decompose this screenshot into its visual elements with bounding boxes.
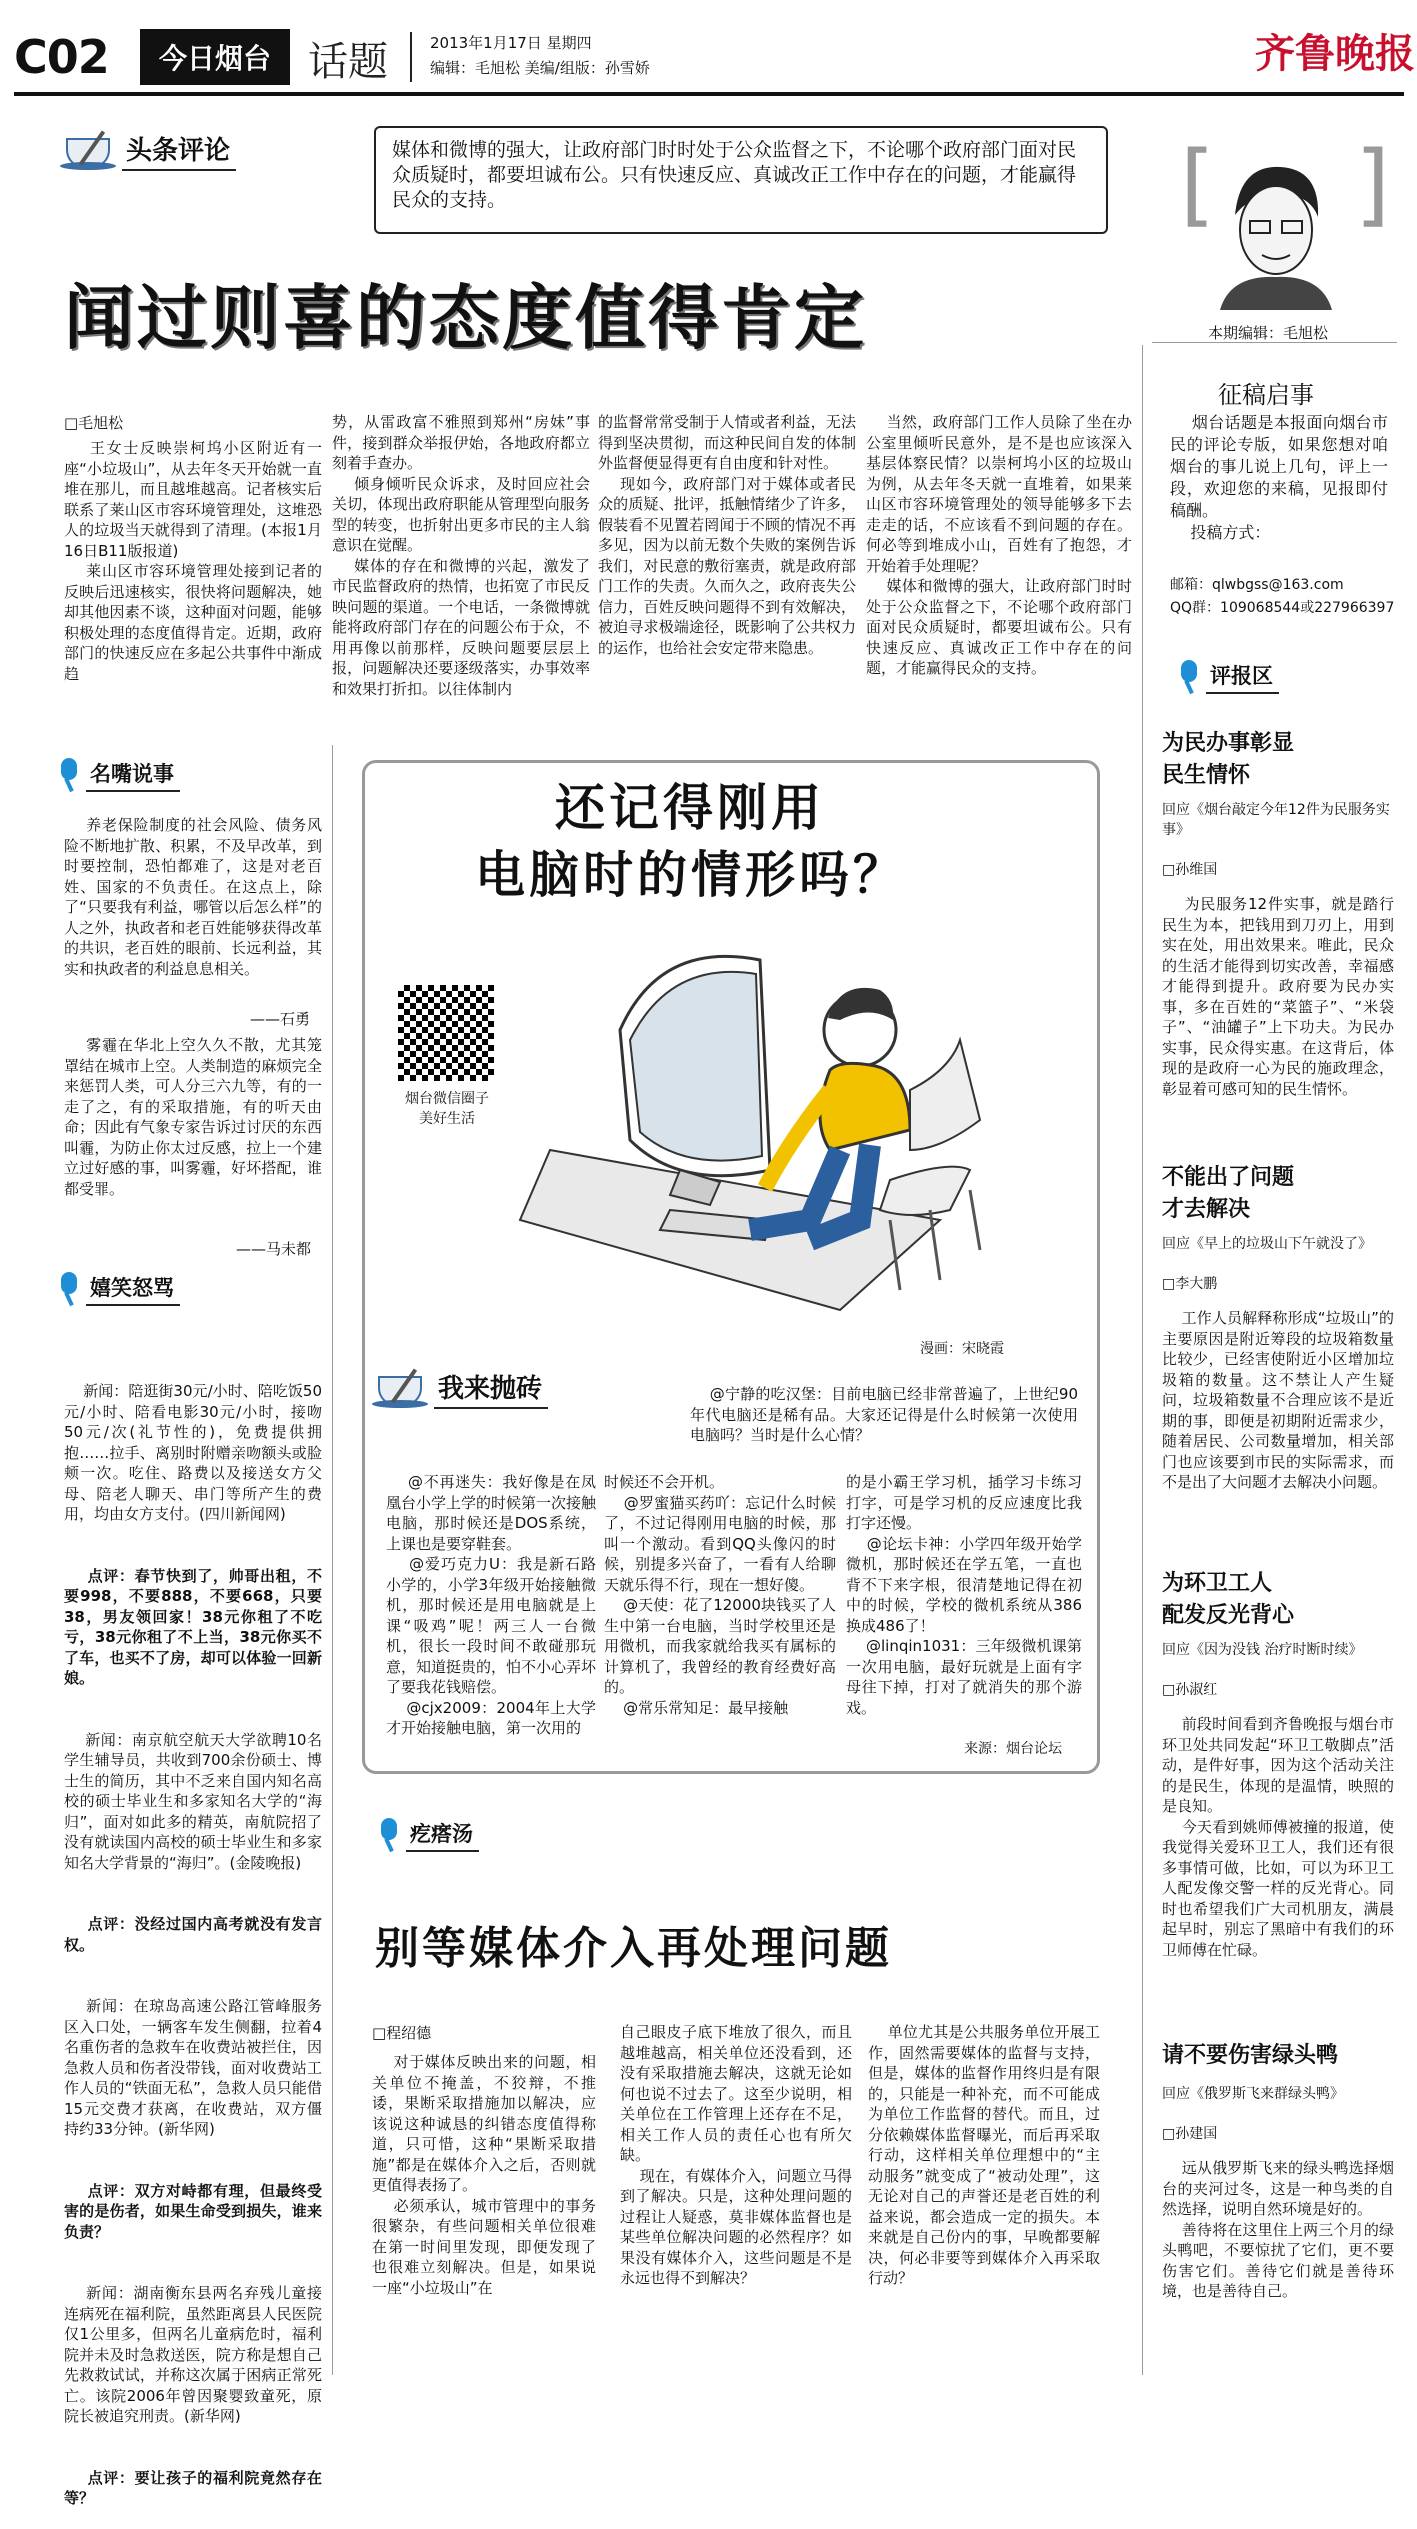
xixiao-comment-4: 点评：要让孩子的福利院竟然存在等？ bbox=[64, 2468, 322, 2507]
pingbao-item-body: 前段时间看到齐鲁晚报与烟台市环卫处共同发起“环卫工敬脚点”活动，是件好事，因为这个活动关注的是民生，体现的是温情，映照的是良知。 今天看到姚师傅被撞的报道，使我觉得关爱环卫工人，我们还有很多事情可做，比如，可以为环卫工人配发像交警一样的反光背心。同时也希望我们广大司机朋友，满晨起早时，别忘了黑暗中有我们的环卫师傅在忙碌。 bbox=[1162, 1715, 1394, 1959]
lead-column-1: 王女士反映崇柯坞小区附近有一座“小垃圾山”，从去年冬天开始就一直堆在那儿，而且越堆越高。记者核实后联系了莱山区市容环境管理处，这堆恐人的垃圾当天就得到了清理。(本报1月16日B11版报道) 莱山区市容环境管理处接到记者的反映后迅速核实，很快将问题解决，她却其他因素不谈，这种面对问题，能够积极处理的态度值得肯定。近期，政府部门的快速反应在多起公共事件中渐成趋 bbox=[64, 439, 322, 683]
sidebar-divider bbox=[1142, 345, 1143, 2375]
bottom-headline: 别等媒体介入再处理问题 bbox=[375, 1923, 892, 1974]
pingbao-item-title-2: 民生情怀 bbox=[1162, 763, 1251, 788]
bottom-column-1: 对于媒体反映出来的问题，相关单位不掩盖，不狡辩，不推诿，果断采取措施加以解决，应该说这种诚恳的纠错态度值得称道，只可惜，这种“果断采取措施”都是在媒体介入之后，否则就更值得表扬了。 必须承认，城市管理中的事务很繁杂，有些问题相关单位很难在第一时间里发现，即便发现了也很难立刻解决。但是，如果说一座“小垃圾山”在 bbox=[372, 2053, 596, 2297]
paozhuan-column-1: @不再迷失：我好像是在凤凰台小学上学的时候第一次接触电脑，那时候还是DOS系统，上课也是要穿鞋套。 @爱巧克力U：我是新石路小学的，小学3年级开始接触微机，那时候还是用电脑就是上课“吸鸡”呢！两三人一台微机，很长一段时间不敢碰那玩意，知道挺贵的，怕不小心弄坏了要我花钱赔偿。 @cjx2009：2004年上大学才开始接触电脑，第一次用的 bbox=[386, 1473, 597, 1737]
header-divider bbox=[410, 32, 412, 82]
mingzui-signature-1: ——石勇 bbox=[250, 1010, 311, 1028]
section-label: 今日烟台 bbox=[140, 29, 290, 85]
lead-column-4: 当然，政府部门工作人员除了坐在办公室里倾听民意外，是不是也应该深入基层体察民情？以崇柯坞小区的垃圾山为例，从去年冬天就一直堆着，如果莱山区市容环境管理处的领导能够多下去走走的话，不应该看不到问题的存在。何必等到堆成小山，百姓有了抱怨，才开始着手处理呢？ 媒体和微博的强大，让政府部门时时处于公众监督之下，不论哪个政府部门面对民众质疑时，都要坦诚布公。只有快速反应、真诚改正工作中存在的问题，才能赢得民众的支持。 bbox=[866, 413, 1132, 677]
xixiao-comment-3: 点评：双方对峙都有理，但最终受害的是伤者，如果生命受到损失，谁来负责？ bbox=[64, 2181, 322, 2241]
xixiao-news-1: 新闻：陪逛街30元/小时、陪吃饭50元/小时、陪看电影30元/小时，接吻50元/次(礼节性的)，免费提供拥抱……拉手、离别时附赠亲吻额头或脸颊一次。吃住、路费以及接送女方父母、陪老人聊天、串门等所产生的费用，均由女方支付。(四川新闻网) bbox=[64, 1382, 322, 1523]
qr-caption-2: 美好生活 bbox=[419, 1111, 475, 1127]
pingbao-item-3 bbox=[1162, 1568, 1394, 2004]
qr-code-icon bbox=[398, 985, 494, 1081]
editor-portrait bbox=[1210, 155, 1340, 310]
pingbao-item-body: 远从俄罗斯飞来的绿头鸭选择烟台的夹河过冬，这是一种鸟类的自然选择，说明自然环境是好的。 善待将在这里住上两三个月的绿头鸭吧，不要惊扰了它们，更不要伤害它们。善待它们就是善待环境，也是善待自己。 bbox=[1162, 2159, 1394, 2300]
pingbao-item-title-2: 配发反光背心 bbox=[1162, 1603, 1295, 1628]
call-email: 邮箱：qlwbgss@163.com bbox=[1170, 577, 1344, 593]
microphone-icon bbox=[1178, 660, 1200, 694]
bracket-left-icon: [ bbox=[1180, 132, 1216, 237]
xixiao-badge: 嬉笑怒骂 bbox=[58, 1272, 180, 1306]
microphone-icon bbox=[58, 758, 80, 792]
header-rule bbox=[14, 92, 1404, 96]
xixiao-news-2: 新闻：南京航空航天大学欲聘10名学生辅导员，共收到700余份硕士、博士生的简历，其中不乏来自国内知名高校的硕士毕业生和多家知名大学的“海归”，面对如此多的精英，南航院招了没有就读国内高校的硕士毕业生和多家知名大学背景的“海归”。(金陵晚报) bbox=[64, 1730, 322, 1872]
microphone-icon bbox=[58, 1272, 80, 1306]
pingbao-item-title-1: 为环卫工人 bbox=[1162, 1571, 1273, 1596]
pingbao-item-ref: 回应《俄罗斯飞来群绿头鸭》 bbox=[1162, 2086, 1344, 2102]
computer-illustration bbox=[510, 920, 1030, 1340]
page-number: C02 bbox=[14, 30, 109, 84]
gedatang-badge: 疙瘩汤 bbox=[378, 1818, 479, 1852]
paozhuan-badge: 我来抛砖 bbox=[372, 1366, 548, 1410]
pingbao-item-author: □孙建国 bbox=[1162, 2126, 1218, 2142]
mingzui-badge: 名嘴说事 bbox=[58, 758, 180, 792]
paozhuan-column-2: 时候还不会开机。 @罗蜜猫买药吖：忘记什么时候了，不过记得刚用电脑的时候，那叫一个激动。看到QQ头像闪的时候，别提多兴奋了，一看有人给聊天就乐得不行，现在一想好傻。 @天使：花了12000块钱买了人生中第一台电脑，当时学校里还是用微机，而我家就给我买有属标的计算机了，我曾经的教育经费好高的。 @常乐常知足：最早接触 bbox=[604, 1473, 837, 1717]
xixiao-comment-1: 点评：春节快到了，帅哥出租，不要998，不要888，不要668，只要38，男友领回家！38元你租了不吃亏，38元你租了不上当，38元你买不了车，也买不了房，却可以体验一回新娘。 bbox=[64, 1566, 322, 1687]
paozhuan-source: 来源：烟台论坛 bbox=[964, 1741, 1062, 1757]
newspaper-logo: 齐鲁晚报 bbox=[1255, 30, 1415, 77]
pingbao-item-title-2: 才去解决 bbox=[1162, 1197, 1251, 1222]
feature-title-2: 电脑时的情形吗？ bbox=[475, 846, 907, 904]
pingbao-item-ref: 回应《早上的垃圾山下午就没了》 bbox=[1162, 1236, 1372, 1252]
pingbao-item-author: □孙维国 bbox=[1162, 862, 1218, 878]
paozhuan-intro: @宁静的吃汉堡：目前电脑已经非常普遍了，上世纪90年代电脑还是稀有品。大家还记得是什么时候第一次使用电脑吗？当时是什么心情？ bbox=[690, 1385, 1078, 1444]
illustrator-credit: 漫画：宋晓霞 bbox=[920, 1341, 1004, 1357]
lead-column-3: 的监督常常受制于人情或者利益，无法得到坚决贯彻，而这种民间自发的体制外监督便显得更有自由度和针对性。 现如今，政府部门对于媒体或者民众的质疑、批评，抵触情绪少了许多，假装看不见置若罔闻于不顾的情况不再多见，因为以前无数个失败的案例告诉我们，对民意的敷衍塞责，就是政府部门工作的失责。久而久之，政府丧失公信力，百姓反映问题得不到有效解决，被迫寻求极端途径，既影响了公共权力的运作，也给社会安定带来隐患。 bbox=[598, 413, 856, 657]
main-headline: 闻过则喜的态度值得肯定 bbox=[64, 277, 867, 359]
mingzui-paragraph-2: 雾霾在华北上空久久不散，尤其笼罩结在城市上空。人类制造的麻烦完全来惩罚人类，可人分三六九等，有的一走了之，有的采取措施，有的听天由命；因此有气象专家告诉过讨厌的东西叫霾，为防止你太过反感，拉上一个建立过好感的事，叫雾霾，好坏搭配，谁都受罪。 bbox=[64, 1036, 322, 1198]
xixiao-body bbox=[64, 1340, 322, 2507]
qr-caption-1: 烟台微信圈子 bbox=[405, 1091, 489, 1107]
sidebar-rule bbox=[1152, 342, 1397, 343]
pingbao-item-title-1: 不能出了问题 bbox=[1162, 1165, 1295, 1190]
lead-author: □毛旭松 bbox=[64, 414, 124, 432]
bottom-column-3: 单位尤其是公共服务单位开展工作，固然需要媒体的监督与支持，但是，媒体的监督作用终归是有限的，只能是一种补充，而不可能成为单位工作监督的替代。而且，过分依赖媒体监督曝光，而后再采取行动，这样相关单位理想中的“主动服务”就变成了“被动处理”，这无论对自己的声誉还是老百姓的利益来说，都会造成一定的损失。本来就是自己份内的事，早晚都要解决，何必非要等到媒体介入再采取行动？ bbox=[868, 2023, 1100, 2287]
pingbao-item-title-1: 为民办事彰显 bbox=[1162, 731, 1295, 756]
pingbao-item-2 bbox=[1162, 1162, 1394, 1518]
call-qq: QQ群：109068544或227966397 bbox=[1170, 600, 1395, 616]
left-column-divider bbox=[332, 745, 333, 2375]
pingbao-badge: 评报区 bbox=[1178, 660, 1279, 694]
mingzui-paragraph-1: 养老保险制度的社会风险、债务风险不断地扩散、积累，不及早改革，到时要控制，恐怕都难了，这是对老百姓、国家的不负责任。在这点上，除了“只要我有利益，哪管以后怎么样”的人之外，执政者和老百姓能够获得改革的共识，老百姓的眼前、长远利益，其实和执政者的利益息息相关。 bbox=[64, 816, 322, 978]
issue-date: 2013年1月17日 星期四 bbox=[430, 34, 592, 52]
paozhuan-column-3: 的是小霸王学习机，插学习卡练习打字，可是学习机的反应速度比我打字还慢。 @论坛卡神：小学四年级开始学微机，那时候还在学五笔，一直也背不下来字根，很清楚地记得在初中的时候，学校的微机系统从386换成486了！ @linqin1031：三年级微机课第一次用电脑，最好玩就是上面有字母往下掉，打对了就消失的那个游戏。 bbox=[846, 1473, 1082, 1717]
pingbao-item-author: □李大鹏 bbox=[1162, 1276, 1218, 1292]
pingbao-item-body: 为民服务12件实事，就是踏行民生为本，把钱用到刀刃上，用到实在处，用出效果来。唯此，民众的生活才能得到切实改善，幸福感才能得到提升。政府要为民办实事，多在百姓的“菜篮子”、“米袋子”、“油罐子”上下功夫。为民办实事，民众得实惠。在这背后，体现的是政府一心为民的施政理念，彰显着可感可知的民生情怀。 bbox=[1162, 895, 1394, 1098]
xixiao-news-3: 新闻：在琼岛高速公路江管峰服务区入口处，一辆客车发生侧翻，拉着4名重伤者的急救车在收费站被拦住，因急救人员和伤者没带钱，面对收费站工作人员的“铁面无私”，急救人员只能借15元交费才获离，在收费站，双方僵持约33分钟。(新华网) bbox=[64, 1997, 322, 2138]
editor-credits: 编辑：毛旭松 美编/组版：孙雪娇 bbox=[430, 59, 650, 77]
headline-badge: 头条评论 bbox=[60, 128, 236, 172]
xixiao-news-4: 新闻：湖南衡东县两名弃残儿童接连病死在福利院，虽然距离县人民医院仅1公里多，但两名儿童病危时，福利院并未及时急救送医，院方称是想自己先救救试试，并称这次属于困病正常死亡。该院2006年曾因聚婴致童死，原院长被追究刑责。(新华网) bbox=[64, 2284, 322, 2425]
pingbao-item-title-1: 请不要伤害绿头鸭 bbox=[1162, 2043, 1339, 2068]
pingbao-item-1 bbox=[1162, 728, 1394, 1142]
pingbao-item-body: 工作人员解释称形成“垃圾山”的主要原因是附近筹段的垃圾箱数量比较少，已经害使附近小区增加垃圾箱的数量。这不禁让人产生疑问，垃圾箱数量不合理应该不是近期的事，即便是初期附近需求少，随着居民、公司数量增加，相关部门也应该要到市民的实际需求，而不是出了大问题才去解决小问题。 bbox=[1162, 1309, 1394, 1491]
pingbao-item-4 bbox=[1162, 2040, 1394, 2344]
mingzui-signature-2: ——马未都 bbox=[236, 1240, 312, 1258]
call-title: 征稿启事 bbox=[1218, 381, 1314, 409]
microphone-icon bbox=[378, 1818, 400, 1852]
xixiao-comment-2: 点评：没经过国内高考就没有发言权。 bbox=[64, 1915, 322, 1954]
pingbao-item-author: □孙淑红 bbox=[1162, 1682, 1218, 1698]
teacup-icon bbox=[60, 128, 116, 172]
editor-caption: 本期编辑：毛旭松 bbox=[1208, 324, 1329, 342]
feature-title-1: 还记得刚用 bbox=[555, 779, 825, 837]
bottom-column-2: 自己眼皮子底下堆放了很久，而且越堆越高，相关单位还没看到，还没有采取措施去解决，这就无论如何也说不过去了。这至少说明，相关单位在工作管理上还存在不足，相关工作人员的责任心也有所欠缺。 现在，有媒体介入，问题立马得到了解决。只是，这种处理问题的过程让人疑惑，莫非媒体监督也是某些单位解决问题的必然程序？如果没有媒体介入，这些问题是不是永远也得不到解决？ bbox=[620, 2023, 852, 2287]
bracket-right-icon: ] bbox=[1355, 132, 1391, 237]
teacup-icon bbox=[372, 1366, 428, 1410]
topic-label: 话题 bbox=[308, 39, 388, 85]
quote-text: 媒体和微博的强大，让政府部门时时处于公众监督之下，不论哪个政府部门面对民众质疑时，都要坦诚布公。只有快速反应、真诚改正工作中存在的问题，才能赢得民众的支持。 bbox=[392, 139, 1077, 211]
pingbao-item-ref: 回应《烟台敲定今年12件为民服务实事》 bbox=[1162, 802, 1390, 838]
bottom-author: □程绍德 bbox=[372, 2024, 432, 2042]
lead-column-2: 势，从雷政富不雅照到郑州“房妹”事件，接到群众举报伊始，各地政府都立刻着手查办。 倾身倾听民众诉求，及时回应社会关切，体现出政府职能从管理型向服务型的转变，也折射出更多市民的主人翁意识在觉醒。 媒体的存在和微博的兴起，激发了市民监督政府的热情，也拓宽了市民反映问题的渠道。一个电话，一条微博就能将政府部门存在的问题公布于众，不用再像以前那样，反映问题要层层上报，问题解决还要逐级落实，办事效率和效果打折扣。以往体制内 bbox=[332, 413, 590, 698]
pingbao-item-ref: 回应《因为没钱 治疗时断时续》 bbox=[1162, 1642, 1363, 1658]
call-body: 烟台话题是本报面向烟台市民的评论专版，如果您想对咱烟台的事儿说上几句，评上一段，欢迎您的来稿，见报即付稿酬。 投稿方式： bbox=[1170, 413, 1388, 542]
